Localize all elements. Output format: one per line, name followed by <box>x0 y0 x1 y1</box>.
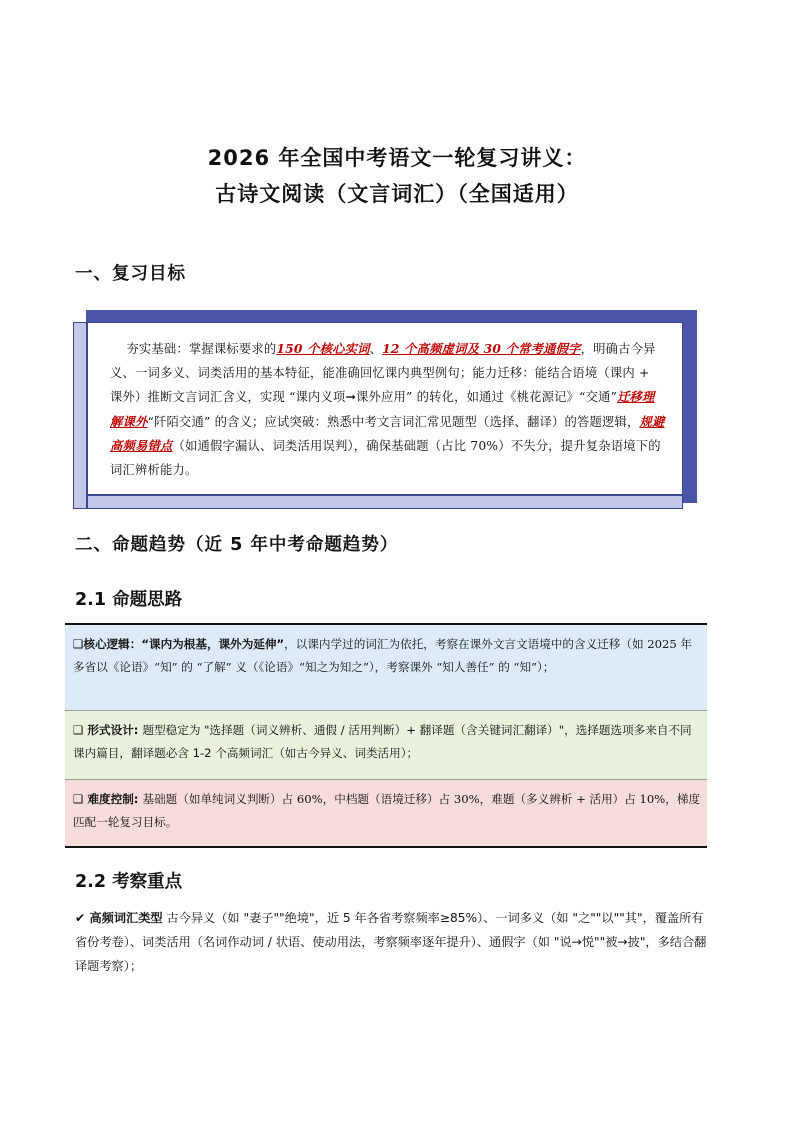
row-lead: ❑ 形式设计: <box>73 723 143 737</box>
row-lead: ❑核心逻辑：“课内为根基，课外为延伸” <box>73 637 285 651</box>
table-row <box>65 780 707 846</box>
row-text: 题型稳定为 "选择题（词义辨析、通假 / 活用判断）+ 翻译题（含关键词汇翻译）"，选择题选项多来自不同课内篇目，翻译题必含 1-2 个高频词汇（如古今异义、词类活用）； <box>73 723 692 760</box>
section2-heading: 二、命题趋势（近 5 年中考命题趋势） <box>75 535 399 555</box>
goal-box-bottom-bar <box>87 495 683 509</box>
trend-table <box>65 623 707 848</box>
goal-highlight: 规避高频易错点 <box>110 413 665 454</box>
focus-lead: ✔ 高频词汇类型 <box>75 911 163 925</box>
focus-paragraph <box>75 906 715 978</box>
section2-1-heading: 2.1 命题思路 <box>75 590 183 610</box>
goal-highlight: 12 个高频虚词及 30 个常考通假字 <box>382 341 581 356</box>
row-text: ，以课内学过的词汇为依托，考察在课外文言文语境中的含义迁移（如 2025 年多省以《论语》“知” 的 “了解” 义（《论语》“知之为知之”），考察课外 “知人善任” 的 “知”）； <box>73 637 693 674</box>
focus-text: 古今异义（如 "妻子""绝境"，近 5 年各省考察频率≥85%）、一词多义（如 "之""以""其"，覆盖所有省份考卷）、词类活用（名词作动词 / 状语、使动用法，考察频率逐年提升）、通假字（如 "说→悦""被→披"，多结合翻译题考察）； <box>75 911 707 973</box>
goal-part: （如通假字漏认、词类活用误判），确保基础题（占比 70%）不失分，提升复杂语境下的词汇辨析能力。 <box>110 439 661 477</box>
goal-part: 、 <box>369 342 383 356</box>
goal-part: ，明确古今异义、一词多义、词类活用的基本特征，能准确回忆课内典型例句；能力迁移：能结合语境（课内 + 课外）推断文言词汇含义，实现 “课内义项➞课外应用” 的转化，如通过《桃花源记》“交通” <box>110 342 656 405</box>
section1-heading: 一、复习目标 <box>75 264 186 284</box>
goal-text <box>110 337 666 483</box>
goal-highlight: 迁移理解课外 <box>110 389 655 429</box>
table-row <box>65 625 707 711</box>
goal-part: 夯实基础：掌握课标要求的 <box>126 342 277 356</box>
section2-2-heading: 2.2 考察重点 <box>75 872 183 892</box>
doc-title-line2: 古诗文阅读（文言词汇）（全国适用） <box>215 182 579 206</box>
doc-title-line1: 2026 年全国中考语文一轮复习讲义： <box>207 146 587 170</box>
row-text: 基础题（如单纯词义判断）占 60%，中档题（语境迁移）占 30%，难题（多义辨析 + 活用）占 10%，梯度匹配一轮复习目标。 <box>73 792 701 829</box>
row-lead: ❑ 难度控制: <box>73 792 143 806</box>
goal-part: “阡陌交通” 的含义；应试突破：熟悉中考文言词汇常见题型（选择、翻译）的答题逻辑， <box>147 414 640 429</box>
goal-highlight: 150 个核心实词 <box>276 341 370 356</box>
goal-box-left-bar <box>73 322 87 509</box>
table-row <box>65 711 707 780</box>
